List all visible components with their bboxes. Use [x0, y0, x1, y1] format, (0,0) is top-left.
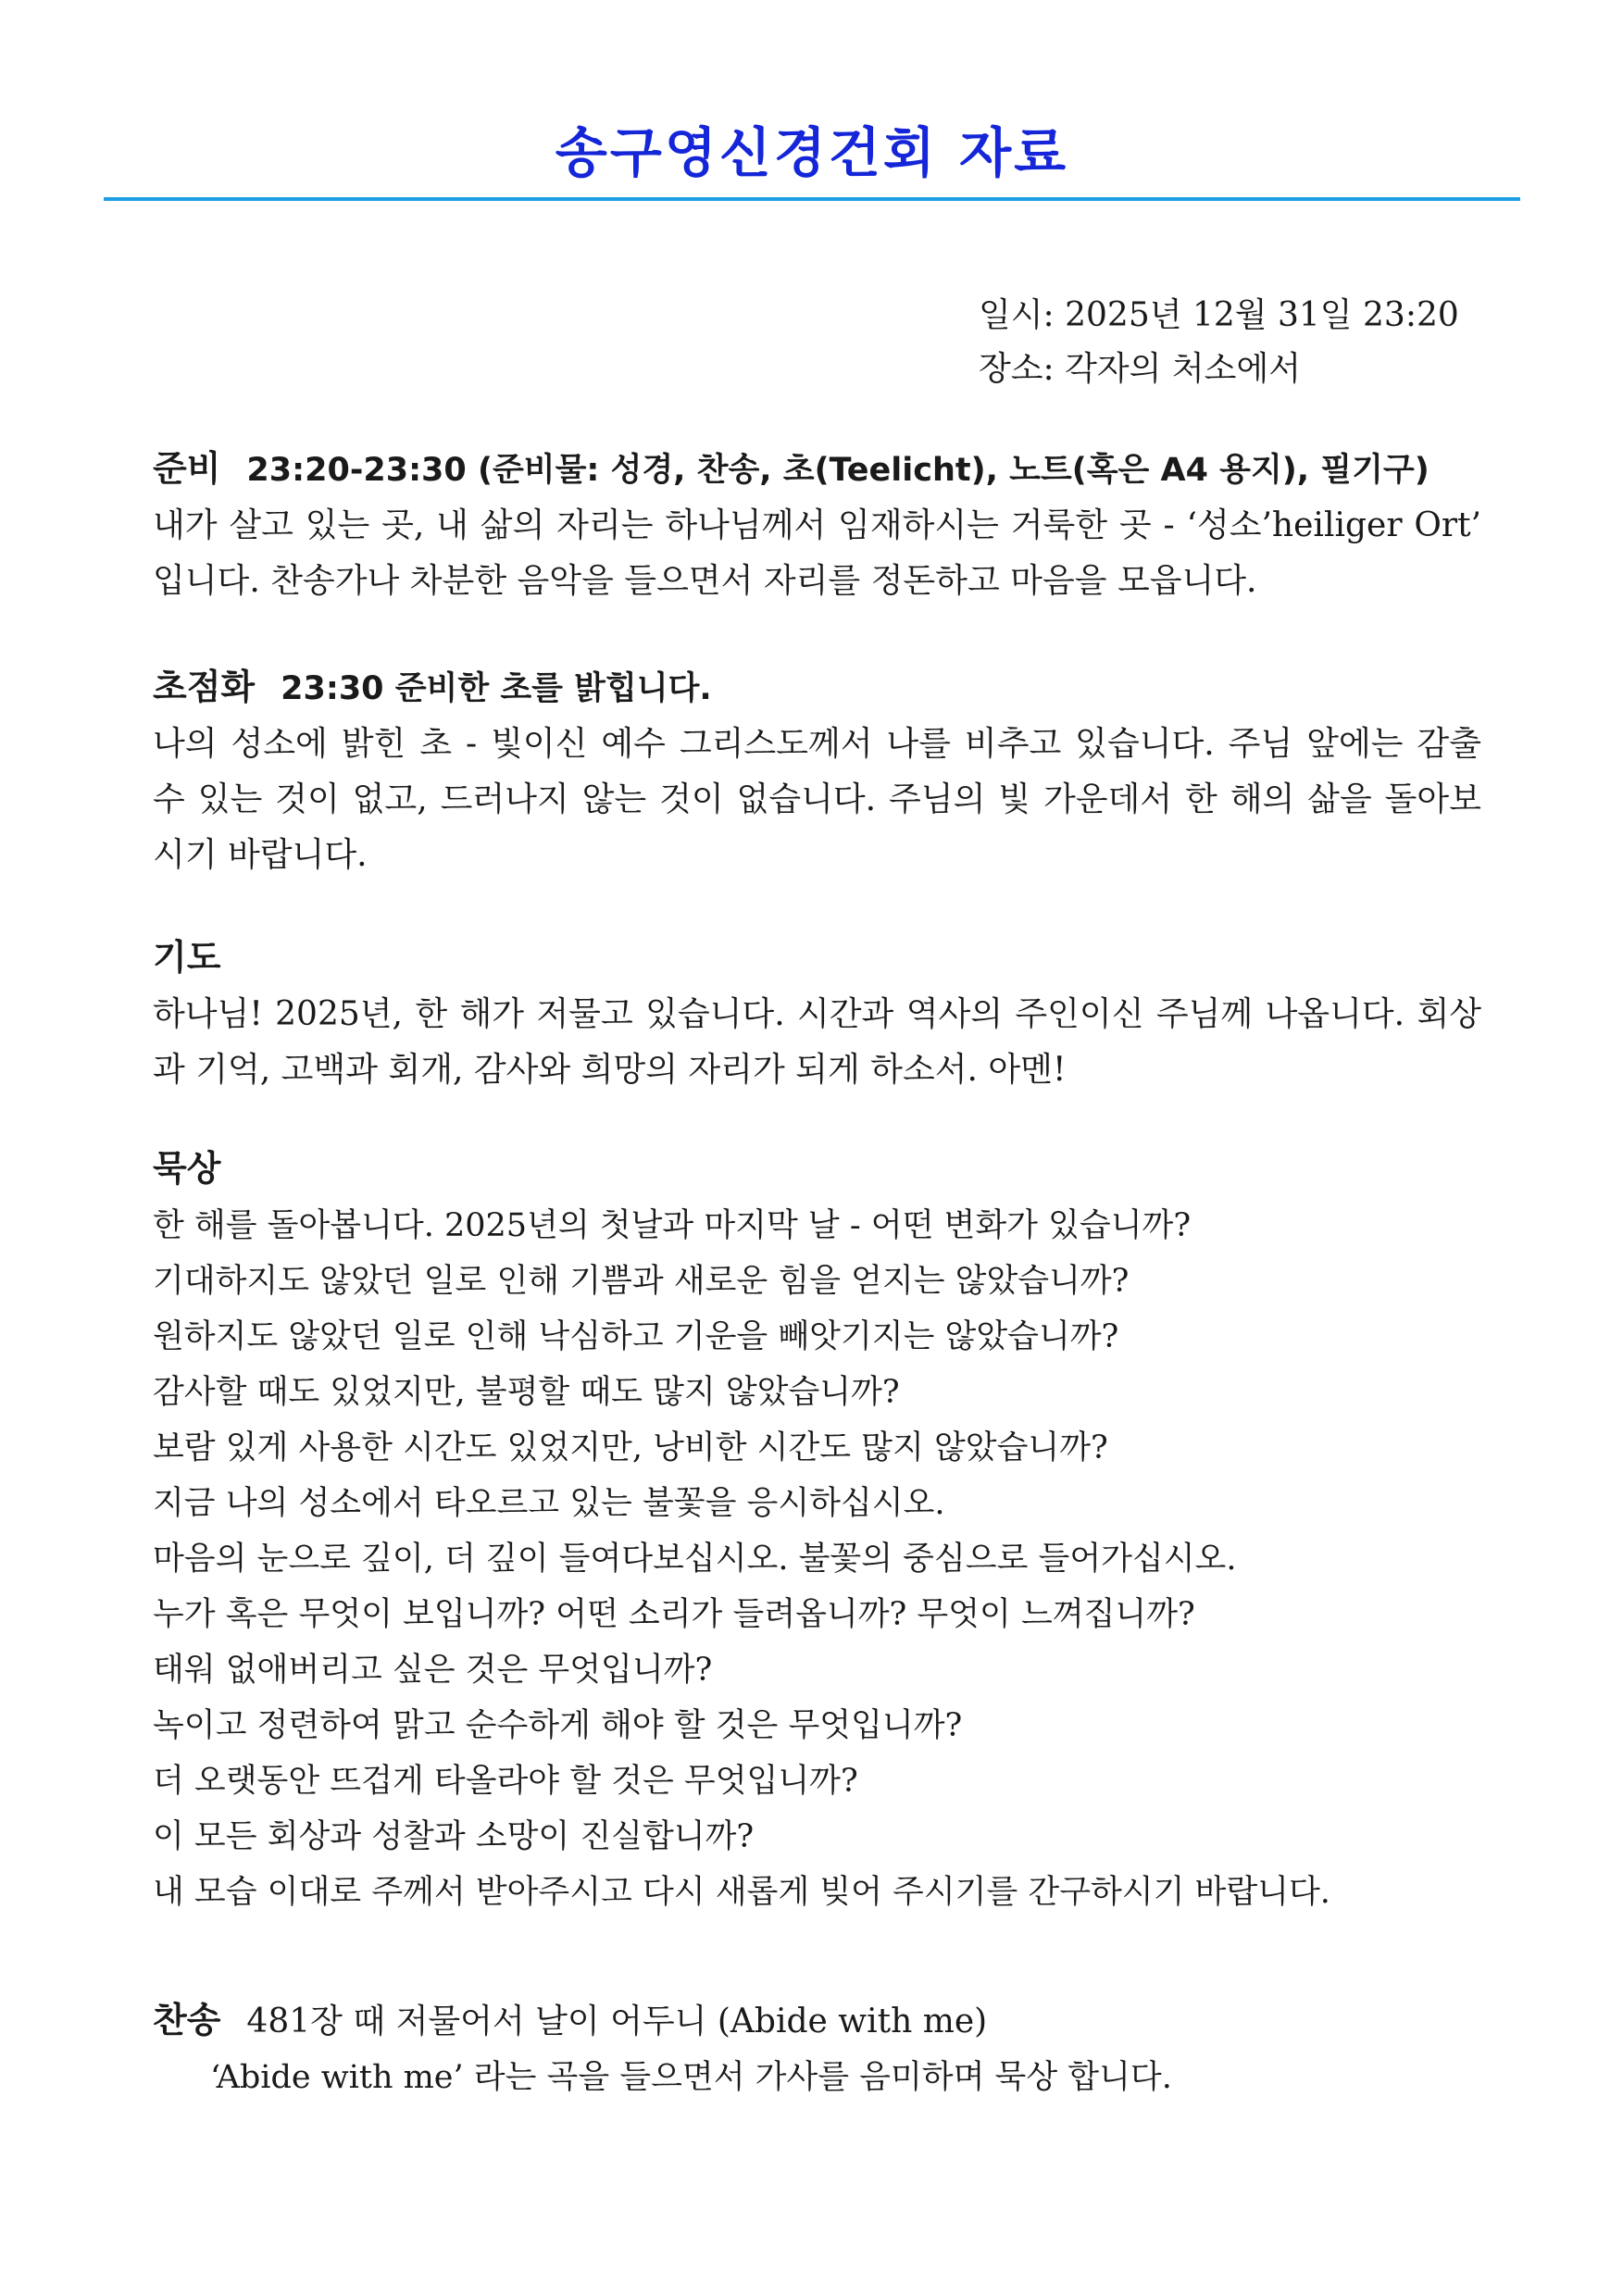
meditation-line: 더 오랫동안 뜨겁게 타올라야 할 것은 무엇입니까? [153, 1763, 858, 1800]
meditation-line: 보람 있게 사용한 시간도 있었지만, 낭비한 시간도 많지 않았습니까? [153, 1429, 1108, 1466]
section-prayer [153, 930, 1481, 1098]
section-hymn-note: 481장 때 저물어서 날이 어두니 (Abide with me) [246, 2003, 988, 2040]
section-prepare-heading: 준비 [153, 448, 221, 489]
section-meditation [153, 1141, 1481, 1920]
section-hymn-heading: 찬송 [153, 2000, 221, 2040]
section-prepare-note: 23:20-23:30 (준비물: 성경, 찬송, 초(Teelicht), 노트(혹은 A4 용지), 필기구) [246, 452, 1429, 489]
section-prayer-header [153, 930, 1481, 987]
event-place: 장소: 각자의 처소에서 [979, 350, 1301, 388]
section-meditation-heading: 묵상 [153, 1148, 221, 1189]
meditation-line: 감사할 때도 있었지만, 불평할 때도 많지 않았습니까? [153, 1374, 900, 1411]
section-focus-heading: 초점화 [153, 667, 256, 707]
meditation-line: 기대하지도 않았던 일로 인해 기쁨과 새로운 힘을 얻지는 않았습니까? [153, 1263, 1130, 1300]
meditation-line: 녹이고 정련하여 맑고 순수하게 해야 할 것은 무엇입니까? [153, 1707, 963, 1744]
meditation-line: 누가 혹은 무엇이 보입니까? 어떤 소리가 들려옵니까? 무엇이 느껴집니까? [153, 1596, 1195, 1633]
section-prepare-body: 내가 살고 있는 곳, 내 삶의 자리는 하나님께서 임재하시는 거룩한 곳 - ‘성소’heiliger Ort’ 입니다. 찬송가나 차분한 음악을 들으면서 자리를 정돈하고 마음을 모읍니다. [153, 506, 1481, 600]
meditation-line: 원하지도 않았던 일로 인해 낙심하고 기운을 빼앗기지는 않았습니까? [153, 1318, 1119, 1355]
section-prayer-body: 하나님! 2025년, 한 해가 저물고 있습니다. 시간과 역사의 주인이신 주님께 나옵니다. 회상과 기억, 고백과 회개, 감사와 희망의 자리가 되게 하소서. 아멘! [153, 995, 1481, 1089]
section-focus-body: 나의 성소에 밝힌 초 - 빛이신 예수 그리스도께서 나를 비추고 있습니다. 주님 앞에는 감출 수 있는 것이 없고, 드러나지 않는 것이 없습니다. 주님의 빛 가운데서 한 해의 삶을 돌아보시기 바랍니다. [153, 725, 1481, 874]
section-meditation-header [153, 1141, 1481, 1198]
title-divider [104, 197, 1520, 201]
meditation-line: 마음의 눈으로 깊이, 더 깊이 들여다보십시오. 불꽃의 중심으로 들어가십시오. [153, 1541, 1237, 1578]
section-prepare-header [153, 441, 1481, 498]
section-focus-header [153, 659, 1481, 717]
event-info [979, 289, 1459, 396]
event-date: 일시: 2025년 12월 31일 23:20 [979, 296, 1459, 334]
section-focus [153, 659, 1481, 883]
section-hymn-header [153, 1992, 1481, 2050]
section-prepare [153, 441, 1481, 609]
document-title: 송구영신경건회 자료 [555, 121, 1069, 184]
meditation-line: 한 해를 돌아봅니다. 2025년의 첫날과 마지막 날 - 어떤 변화가 있습니까? [153, 1207, 1192, 1244]
meditation-line: 내 모습 이대로 주께서 받아주시고 다시 새롭게 빚어 주시기를 간구하시기 바랍니다. [153, 1874, 1330, 1911]
meditation-line: 지금 나의 성소에서 타오르고 있는 불꽃을 응시하십시오. [153, 1485, 945, 1522]
meditation-line: 태워 없애버리고 싶은 것은 무엇입니까? [153, 1652, 713, 1689]
section-hymn [153, 1992, 1481, 2105]
meditation-lines [153, 1198, 1481, 1920]
meditation-line: 이 모든 회상과 성찰과 소망이 진실합니까? [153, 1818, 755, 1855]
section-prayer-heading: 기도 [153, 937, 221, 978]
section-hymn-body: ‘Abide with me’ 라는 곡을 들으면서 가사를 음미하며 묵상 합니다. [210, 2059, 1172, 2096]
section-focus-note: 23:30 준비한 초를 밝힙니다. [281, 670, 712, 707]
